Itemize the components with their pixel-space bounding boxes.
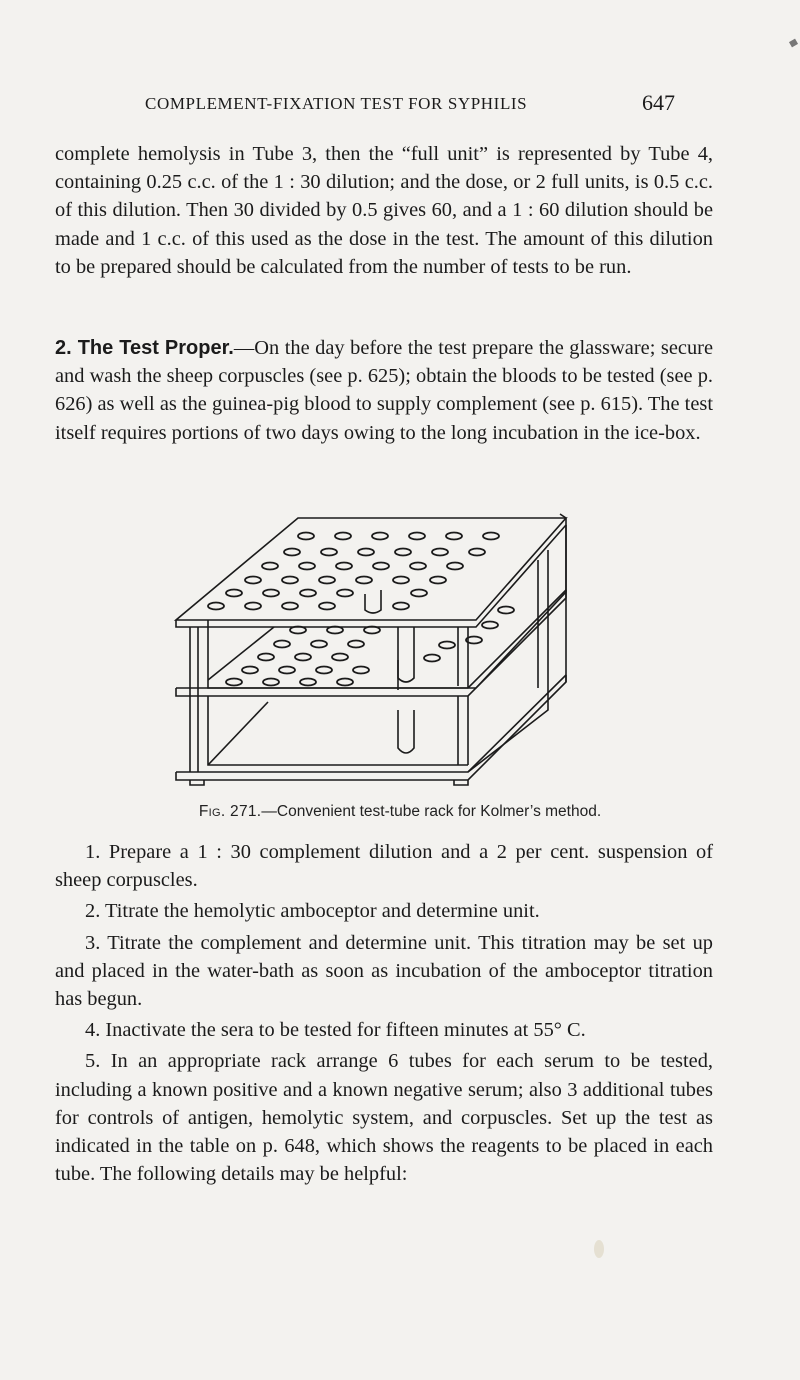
page-number: 647 xyxy=(642,90,675,115)
test-tube-rack-illustration xyxy=(168,510,578,795)
test-tube-rack-figure xyxy=(168,510,578,795)
section-heading: 2. The Test Proper. xyxy=(55,337,234,359)
paragraph-hemolysis-unit: complete hemolysis in Tube 3, then the “full unit” is represented by Tube 4, containing 0.25 c.c. of the 1 : 30 dilution; and the dose, or 2 full units, is 0.5 c.c. of this dilution. Then 30 divided by 0.5 gives 60, and a 1 : 60 dilution should be made and 1 c.c. of this used as the dose in the test. The amount of this dilution to be prepared should be calculated from the number of tests to be run. xyxy=(55,143,713,278)
figure-caption xyxy=(0,803,800,821)
paper-stain xyxy=(594,1240,604,1258)
step-item: 4. Inactivate the sera to be tested for fifteen minutes at 55° C. xyxy=(85,1019,586,1042)
running-head xyxy=(145,92,675,122)
figure-label: Fig. 271. xyxy=(198,803,262,820)
paragraph-test-proper xyxy=(55,334,713,447)
step-item: 5. In an appropriate rack arrange 6 tubes for each serum to be tested, including a known positive and a known negative serum; also 3 additional tubes for controls of antigen, hemolytic system, and corpuscles. Set up the test as indicated in the table on p. 648, which shows the reagents to be placed in each tube. The following details may be helpful: xyxy=(55,1050,713,1186)
step-item: 3. Titrate the complement and determine unit. This titration may be set up and placed in the water-bath as soon as incubation of the amboceptor titration has begun. xyxy=(55,931,713,1011)
running-title: COMPLEMENT-FIXATION TEST FOR SYPHILIS xyxy=(145,94,528,113)
step-item: 1. Prepare a 1 : 30 complement dilution and a 2 per cent. suspension of sheep corpuscles. xyxy=(55,841,713,892)
corner-mark xyxy=(789,39,798,48)
figure-caption-text: —Convenient test-tube rack for Kolmer’s method. xyxy=(261,803,602,820)
section-body: —On the day before the test prepare the glassware; secure and wash the sheep corpuscles (see p. 625); obtain the bloods to be tested (see p. 626) as well as the guinea-pig blood to supply complement (see p. 615). The test itself requires portions of two days owing to the long incubation in the ice-box. xyxy=(55,337,713,444)
procedure-steps xyxy=(55,838,713,1191)
step-item: 2. Titrate the hemolytic amboceptor and determine unit. xyxy=(85,900,540,923)
